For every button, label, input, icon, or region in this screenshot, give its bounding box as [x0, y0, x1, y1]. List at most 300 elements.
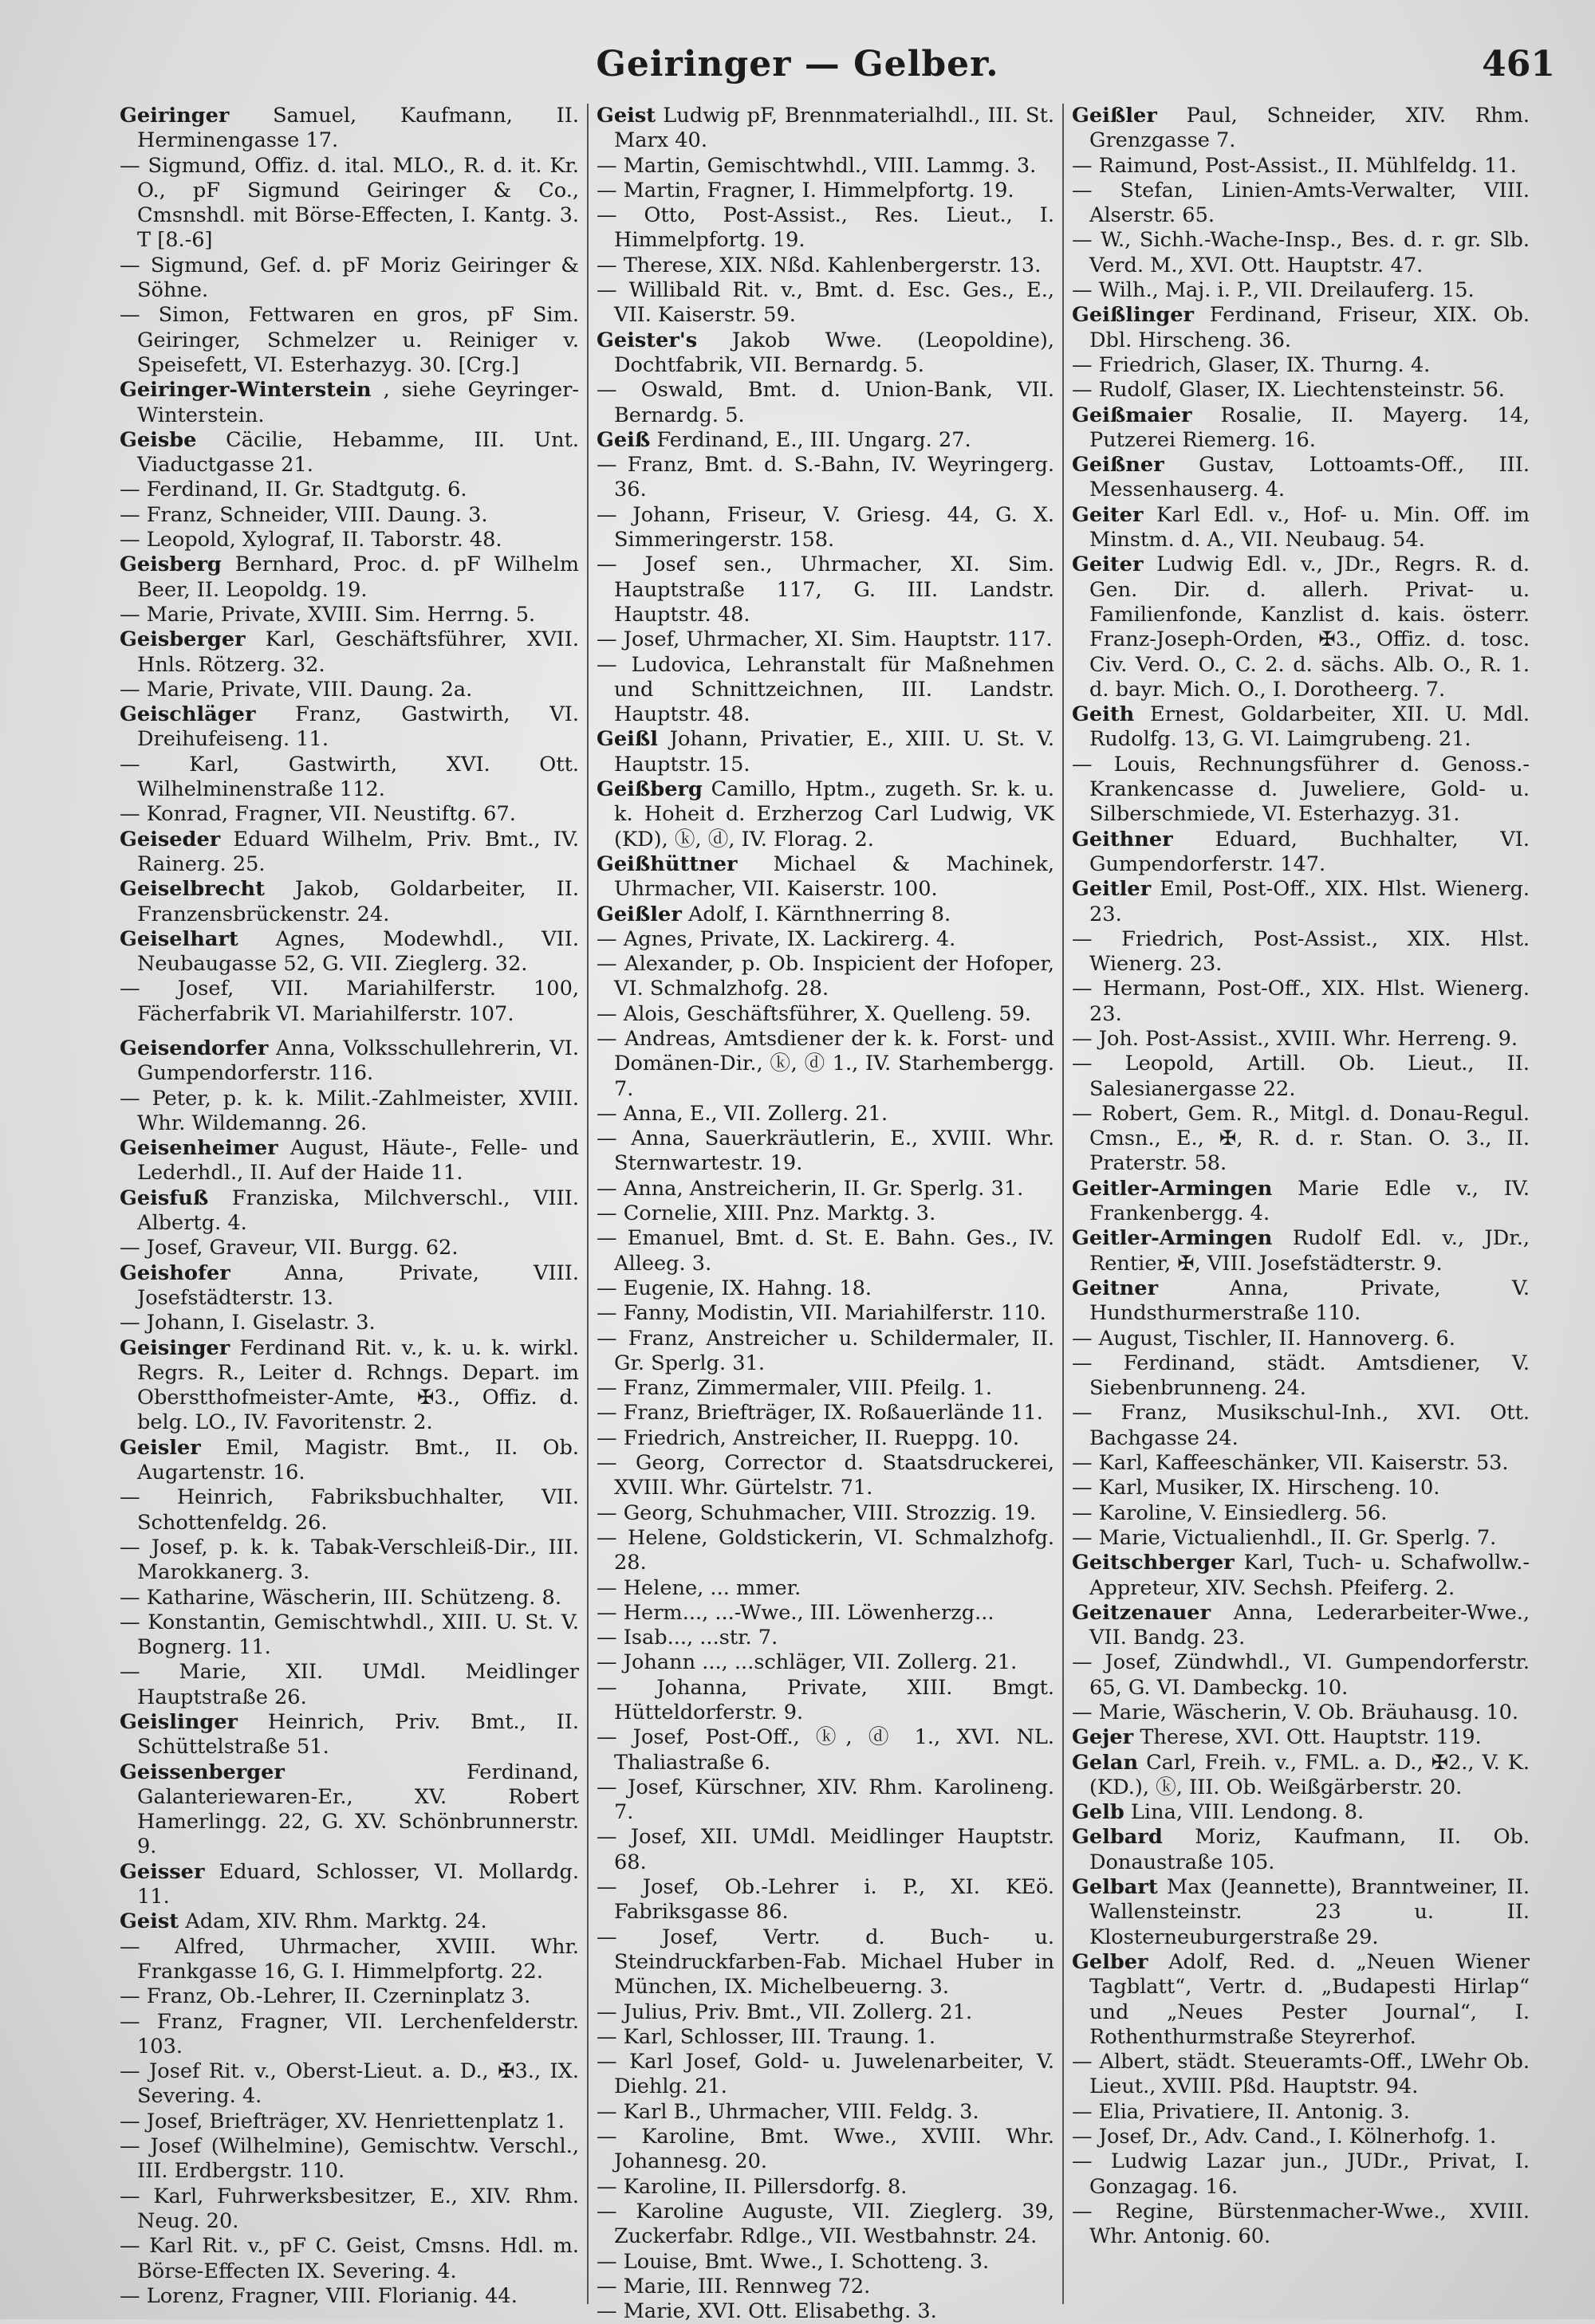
directory-entry: [120, 1586, 579, 1610]
directory-entry: [597, 1650, 1054, 1675]
directory-entry: [120, 1261, 579, 1311]
entry-details: — Agnes, Private, IX. Lackirerg. 4.: [597, 926, 956, 951]
entry-details: Ludwig pF, Brennmaterialhdl., III. St. Marx 40.: [614, 104, 1054, 153]
directory-entry: [1072, 1725, 1530, 1750]
column-3: [1062, 104, 1538, 2304]
entry-details: — Alfred, Uhrmacher, XVIII. Whr. Frankgasse 16, G. I. Himmelpfortg. 22.: [120, 1934, 579, 1984]
directory-entry: [1072, 2100, 1530, 2125]
directory-entry: [1072, 1102, 1530, 1177]
entry-details: — W., Sichh.-Wache-Insp., Bes. d. r. gr. Slb. Verd. M., XVI. Ott. Hauptstr. 47.: [1072, 228, 1530, 277]
directory-entry: [1072, 753, 1530, 828]
entry-details: — Heinrich, Fabriksbuchhalter, VII. Schottenfeldg. 26.: [120, 1485, 579, 1535]
entry-details: — Marie, III. Rennweg 72.: [597, 2274, 871, 2298]
entry-surname: Geisbe: [120, 427, 197, 452]
directory-entry: [1072, 278, 1530, 303]
directory-entry: [597, 552, 1054, 627]
directory-entry: [1072, 1276, 1530, 1327]
directory-entry: [1072, 1950, 1530, 2050]
entry-details: Eduard, Buchhalter, VI. Gumpendorferstr. 147.: [1089, 827, 1530, 876]
entry-details: Franziska, Milchverschl., VIII. Albertg. 4.: [137, 1186, 579, 1236]
entry-surname: Geisenheimer: [120, 1136, 278, 1161]
entry-surname: Geiringer-Winterstein: [120, 378, 372, 403]
entry-surname: Geishofer: [120, 1260, 230, 1285]
entry-details: — Josef, Uhrmacher, XI. Sim. Hauptstr. 117.: [597, 627, 1053, 652]
directory-entry: [120, 627, 579, 678]
directory-entry: [1072, 154, 1530, 179]
directory-entry: [597, 453, 1054, 503]
entry-surname: Geiter: [1072, 502, 1144, 527]
entry-details: August, Häute-, Felle- und Lederhdl., II. Auf der Haide 11.: [137, 1136, 579, 1186]
entry-details: — Leopold, Xylograf, II. Taborstr. 48.: [120, 528, 502, 552]
entry-details: — Josef, Post-Off., ⓚ, ⓓ 1., XVI. NL. Thaliastraße 6.: [597, 1725, 1054, 1775]
directory-entry: [597, 1401, 1054, 1425]
directory-entry: [597, 727, 1054, 777]
entry-details: — Helene, Goldstickerin, VI. Schmalzhofg. 28.: [597, 1525, 1054, 1575]
entry-details: — Alexander, p. Ob. Inspicient der Hofoper, VI. Schmalzhofg. 28.: [597, 952, 1054, 1001]
entry-surname: Geislinger: [120, 1710, 238, 1734]
directory-entry: [597, 653, 1054, 728]
entry-details: Karl, Geschäftsführer, XVII. Hnls. Rötzerg. 32.: [137, 627, 579, 677]
entry-details: — Peter, p. k. k. Milit.-Zahlmeister, XVIII. Whr. Wildemanng. 26.: [120, 1086, 579, 1135]
entry-details: — Josef, VII. Mariahilferstr. 100, Fächerfabrik VI. Mariahilferstr. 107.: [120, 977, 579, 1026]
directory-entry: [1072, 1501, 1530, 1526]
directory-entry: [1072, 1526, 1530, 1551]
directory-entry: [597, 2200, 1054, 2250]
entry-details: , siehe Geyringer-Winterstein.: [137, 378, 580, 427]
entry-surname: Geitler-Armingen: [1072, 1176, 1273, 1201]
directory-entry: [597, 777, 1054, 852]
directory-entry: [1072, 453, 1530, 503]
directory-entry: [120, 828, 579, 878]
entry-details: — Josef, XII. UMdl. Meidlinger Hauptstr. 68.: [597, 1825, 1054, 1874]
entry-details: Emil, Post-Off., XIX. Hlst. Wienerg. 23.: [1089, 877, 1530, 926]
entry-details: — Martin, Fragner, I. Himmelpfortg. 19.: [597, 178, 1014, 203]
entry-surname: Geisinger: [120, 1335, 230, 1360]
entry-surname: Geiselhart: [120, 926, 238, 951]
entry-details: Paul, Schneider, XIV. Rhm. Grenzgasse 7.: [1089, 104, 1530, 153]
directory-entry: [1072, 1601, 1530, 1651]
directory-entry: [1072, 2125, 1530, 2149]
directory-entry: [120, 1336, 579, 1436]
entry-details: — Raimund, Post-Assist., II. Mühlfeldg. 11.: [1072, 153, 1517, 178]
directory-entry: [1072, 403, 1530, 454]
directory-entry: [120, 104, 579, 154]
entry-details: Ferdinand, E., III. Ungarg. 27.: [656, 427, 971, 452]
directory-entry: [120, 927, 579, 977]
entry-details: — Karoline Auguste, VII. Zieglerg. 39, Zuckerfabr. Rdlge., VII. Westbahnstr. 24.: [597, 2199, 1054, 2249]
directory-entry: [597, 2025, 1054, 2050]
directory-entry: [1072, 1751, 1530, 1801]
directory-entry: [1072, 353, 1530, 378]
directory-entry: [597, 278, 1054, 328]
directory-entry: [120, 1860, 579, 1910]
directory-entry: [120, 802, 579, 827]
entry-details: — Anna, Anstreicherin, II. Gr. Sperlg. 31.: [597, 1176, 1024, 1201]
entry-details: — Josef, Zündwhdl., VI. Gumpendorferstr. 65, G. VI. Dambeckg. 10.: [1072, 1650, 1530, 1700]
entry-details: — Therese, XIX. Nßd. Kahlenbergerstr. 13.: [597, 253, 1042, 277]
entry-surname: Geist: [597, 104, 656, 128]
directory-entry: [1072, 503, 1530, 553]
directory-entry: [120, 528, 579, 552]
entry-details: Anna, Volksschullehrerin, VI. Gumpendorferstr. 116.: [137, 1036, 580, 1086]
directory-entry: [120, 1136, 579, 1186]
directory-entry: [1072, 1027, 1530, 1052]
entry-details: Eduard, Schlosser, VI. Mollardg. 11.: [137, 1859, 580, 1909]
entry-details: Bernhard, Proc. d. pF Wilhelm Beer, II. Leopoldg. 19.: [137, 552, 579, 602]
entry-details: — Franz, Briefträger, IX. Roßauerlände 11.: [597, 1401, 1043, 1425]
entry-details: Carl, Freih. v., FML. a. D., ✠2., V. K. (KD.), ⓚ, III. Ob. Weißgärberstr. 20.: [1089, 1750, 1530, 1799]
entry-details: Michael & Machinek, Uhrmacher, VII. Kaiserstr. 100.: [614, 851, 1054, 902]
entry-details: — Friedrich, Post-Assist., XIX. Hlst. Wienerg. 23.: [1072, 926, 1530, 977]
entry-details: Eduard Wilhelm, Priv. Bmt., IV. Rainerg. 25.: [137, 827, 580, 876]
entry-details: Moriz, Kaufmann, II. Ob. Donaustraße 105.: [1089, 1825, 1530, 1874]
entry-details: — Regine, Bürstenmacher-Wwe., XVIII. Whr. Antonig. 60.: [1072, 2199, 1530, 2249]
entry-details: — Friedrich, Glaser, IX. Thurng. 4.: [1072, 352, 1431, 377]
entry-surname: Geiseder: [120, 827, 221, 851]
entry-details: — Helene, ... mmer.: [597, 1575, 801, 1600]
directory-entry: [597, 1451, 1054, 1501]
directory-entry: [597, 927, 1054, 952]
directory-entry: [1072, 877, 1530, 927]
entry-details: Anna, Private, VIII. Josefstädterstr. 13.: [137, 1260, 579, 1310]
entry-surname: Gejer: [1072, 1725, 1134, 1750]
directory-entry: [1072, 1351, 1530, 1402]
directory-entry: [120, 877, 579, 927]
directory-entry: [597, 2125, 1054, 2175]
entry-surname: Geißl: [597, 727, 659, 752]
entry-surname: Geitler: [1072, 877, 1152, 902]
entry-surname: Gelan: [1072, 1750, 1139, 1775]
columns: [112, 104, 1563, 2324]
directory-entry: [120, 1935, 579, 1985]
entry-details: — Karl, Fuhrwerksbesitzer, E., XIV. Rhm. Neug. 20.: [120, 2184, 579, 2233]
entry-surname: Gelbard: [1072, 1825, 1163, 1850]
directory-entry: [597, 1276, 1054, 1301]
entry-details: Marie Edle v., IV. Frankenbergg. 4.: [1089, 1176, 1530, 1226]
entry-details: — Franz, Ob.-Lehrer, II. Czerninplatz 3.: [120, 1984, 531, 2009]
entry-surname: Geist: [120, 1909, 179, 1934]
entry-surname: Geischläger: [120, 702, 256, 727]
entry-details: — Albert, städt. Steueramts-Off., LWehr Ob. Lieut., XVIII. Pßd. Hauptstr. 94.: [1072, 2050, 1530, 2099]
entry-details: — Franz, Fragner, VII. Lerchenfelderstr. 103.: [120, 2009, 579, 2059]
directory-entry: [120, 1236, 579, 1260]
entry-surname: Geisberger: [120, 627, 246, 652]
directory-entry: [597, 1002, 1054, 1027]
entry-details: — Ludwig Lazar jun., JUDr., Privat, I. Gonzagag. 16.: [1072, 2149, 1530, 2199]
directory-entry: [597, 254, 1054, 278]
directory-entry: [1072, 828, 1530, 878]
entry-details: Camillo, Hptm., zugeth. Sr. k. u. k. Hoheit d. Erzherzog Carl Ludwig, VK (KD), ⓚ, ⓓ, IV. Florag. 2.: [614, 777, 1054, 851]
entry-details: Rosalie, II. Mayerg. 14, Putzerei Riemerg. 16.: [1089, 403, 1530, 452]
entry-details: Jakob, Goldarbeiter, II. Franzensbrückenstr. 24.: [137, 877, 580, 926]
entry-details: — Johann, I. Giselastr. 3.: [120, 1311, 376, 1335]
entry-details: Cäcilie, Hebamme, III. Unt. Viaductgasse 21.: [137, 427, 579, 478]
directory-entry: [1072, 1327, 1530, 1351]
entry-details: — Wilh., Maj. i. P., VII. Dreilauferg. 15.: [1072, 278, 1475, 303]
entry-details: — Johanna, Private, XIII. Bmgt. Hütteldorferstr. 9.: [597, 1675, 1054, 1724]
entry-details: — Josef (Wilhelmine), Gemischtw. Verschl., III. Erdbergstr. 110.: [120, 2134, 579, 2184]
entry-details: — Ludovica, Lehranstalt für Maßnehmen und Schnittzeichnen, III. Landstr. Hauptstr. 48.: [597, 652, 1054, 727]
entry-surname: Geißner: [1072, 453, 1164, 478]
directory-entry: [120, 1760, 579, 1860]
column-1: [112, 104, 587, 2308]
directory-entry: [1072, 303, 1530, 353]
entry-details: Ernest, Goldarbeiter, XII. U. Mdl. Rudolfg. 13, G. VI. Laimgrubeng. 21.: [1089, 702, 1530, 752]
entry-details: — Karl, Gastwirth, XVI. Ott. Wilhelminenstraße 112.: [120, 752, 579, 802]
directory-entry: [1072, 1825, 1530, 1875]
directory-entry: [1072, 1226, 1530, 1276]
entry-details: — Oswald, Bmt. d. Union-Bank, VII. Bernardg. 5.: [597, 378, 1054, 427]
directory-entry: [597, 1626, 1054, 1650]
directory-entry: [597, 1601, 1054, 1626]
entry-details: — Josef Rit. v., Oberst-Lieut. a. D., ✠3., IX. Severing. 4.: [120, 2059, 579, 2109]
entry-details: Samuel, Kaufmann, II. Herminengasse 17.: [137, 104, 579, 153]
entry-surname: Gelber: [1072, 1949, 1148, 1974]
directory-entry: [120, 1311, 579, 1335]
entry-details: — Karl Josef, Gold- u. Juwelenarbeiter, V. Diehlg. 21.: [597, 2050, 1054, 2099]
directory-entry: [120, 503, 579, 528]
entry-details: Adolf, I. Kärnthnerring 8.: [687, 902, 951, 926]
directory-entry: [120, 1660, 579, 1710]
entry-surname: Geitzenauer: [1072, 1600, 1211, 1625]
directory-entry: [1072, 1177, 1530, 1227]
entry-details: — Ferdinand, II. Gr. Stadtgutg. 6.: [120, 478, 467, 502]
directory-entry: [120, 2184, 579, 2235]
page-header: [0, 44, 1595, 92]
directory-entry: [120, 1436, 579, 1486]
directory-entry: [120, 303, 579, 378]
entry-surname: Gelbart: [1072, 1875, 1158, 1900]
entry-details: Max (Jeannette), Branntweiner, II. Wallensteinstr. 23 u. II. Klosterneuburgerstraße 29.: [1089, 1875, 1530, 1949]
entry-details: — Josef sen., Uhrmacher, XI. Sim. Hauptstraße 117, G. III. Landstr. Hauptstr. 48.: [597, 552, 1054, 627]
entry-details: Gustav, Lottoamts-Off., III. Messenhauserg. 4.: [1089, 453, 1530, 502]
directory-entry: [597, 1127, 1054, 1177]
entry-details: — Sigmund, Gef. d. pF Moriz Geiringer & Söhne.: [120, 253, 579, 303]
entry-surname: Geitner: [1072, 1276, 1159, 1300]
directory-entry: [120, 378, 579, 428]
directory-entry: [597, 1725, 1054, 1775]
entry-details: — Simon, Fettwaren en gros, pF Sim. Geiringer, Schmelzer u. Reiniger v. Speisefett, VI. Esterhazyg. 30. [Crg.]: [120, 303, 579, 377]
entry-details: — Karl, Schlosser, III. Traung. 1.: [597, 2024, 936, 2049]
entry-details: — Rudolf, Glaser, IX. Liechtensteinstr. 56.: [1072, 378, 1505, 403]
directory-entry: [597, 1825, 1054, 1875]
entry-details: — Franz, Musikschul-Inh., XVI. Ott. Bachgasse 24.: [1072, 1401, 1530, 1450]
directory-entry: [597, 428, 1054, 453]
directory-entry: [597, 1925, 1054, 2000]
entry-details: — Marie, XII. UMdl. Meidlinger Hauptstraße 26.: [120, 1660, 579, 1709]
directory-entry: [120, 2059, 579, 2110]
directory-entry: [597, 1201, 1054, 1226]
directory-entry: [597, 627, 1054, 652]
entry-surname: Geith: [1072, 702, 1135, 727]
directory-entry: [597, 1775, 1054, 1826]
page-number: 461: [1482, 44, 1555, 85]
column-2: [587, 104, 1062, 2324]
directory-entry: [120, 478, 579, 502]
directory-entry: [597, 328, 1054, 379]
entry-details: Adam, XIV. Rhm. Marktg. 24.: [185, 1909, 487, 1934]
directory-entry: [597, 2275, 1054, 2299]
entry-details: — Josef, Ob.-Lehrer i. P., XI. KEö. Fabriksgasse 86.: [597, 1875, 1054, 1925]
entry-details: — Marie, Wäscherin, V. Ob. Bräuhausg. 10.: [1072, 1701, 1519, 1724]
directory-entry: [597, 2050, 1054, 2100]
entry-details: — Louis, Rechnungsführer d. Genoss.-Krankencasse d. Juweliere, Gold- u. Silberschmiede, VI. Esterhazyg. 31.: [1072, 752, 1530, 827]
entry-details: — Karoline, II. Pillersdorfg. 8.: [597, 2174, 908, 2199]
entry-details: — Franz, Bmt. d. S.-Bahn, IV. Weyringerg. 36.: [597, 453, 1054, 502]
directory-entry: [1072, 378, 1530, 403]
entry-details: — Leopold, Artill. Ob. Lieut., II. Salesianergasse 22.: [1072, 1052, 1530, 1101]
entry-surname: Geißler: [1072, 104, 1157, 128]
directory-entry: [1072, 1650, 1530, 1701]
directory-entry: [597, 1376, 1054, 1401]
directory-entry: [120, 753, 579, 803]
entry-surname: Geister's: [597, 328, 698, 352]
entry-details: — Elia, Privatiere, II. Antonig. 3.: [1072, 2099, 1410, 2124]
directory-entry: [120, 2010, 579, 2060]
entry-details: Agnes, Modewhdl., VII. Neubaugasse 52, G. VII. Zieglerg. 32.: [137, 926, 579, 977]
entry-surname: Geißlinger: [1072, 303, 1195, 328]
entry-details: — Herm..., ...-Wwe., III. Löwenherzg...: [597, 1600, 994, 1625]
entry-surname: Geißberg: [597, 777, 703, 802]
directory-entry: [597, 1226, 1054, 1276]
directory-entry: [120, 1710, 579, 1760]
directory-entry: [120, 678, 579, 702]
entry-details: — Josef, Graveur, VII. Burgg. 62.: [120, 1236, 459, 1260]
directory-entry: [597, 1501, 1054, 1526]
entry-details: — Karoline, V. Einsiedlerg. 56.: [1072, 1500, 1388, 1525]
directory-entry: [120, 2134, 579, 2184]
directory-entry: [597, 378, 1054, 428]
directory-entry: [120, 552, 579, 603]
directory-entry: [120, 1536, 579, 1586]
entry-details: — Franz, Zimmermaler, VIII. Pfeilg. 1.: [597, 1376, 993, 1401]
directory-entry: [1072, 1052, 1530, 1102]
directory-entry: [597, 952, 1054, 1002]
directory-entry: [1072, 927, 1530, 977]
directory-entry: [597, 902, 1054, 927]
entry-details: — Hermann, Post-Off., XIX. Hlst. Wienerg. 23.: [1072, 977, 1530, 1026]
directory-entry: [597, 2000, 1054, 2025]
entry-details: Lina, VIII. Lendong. 8.: [1130, 1800, 1365, 1825]
entry-details: — Otto, Post-Assist., Res. Lieut., I. Himmelpfortg. 19.: [597, 203, 1054, 253]
entry-surname: Geiß: [597, 427, 651, 452]
directory-entry: [597, 2100, 1054, 2125]
entry-details: — Louise, Bmt. Wwe., I. Schotteng. 3.: [597, 2249, 990, 2274]
entry-details: — Marie, XVI. Ott. Elisabethg. 3.: [597, 2299, 937, 2324]
entry-details: — Marie, Private, VIII. Daung. 2a.: [120, 677, 473, 702]
directory-entry: [120, 2284, 579, 2309]
entry-surname: Geisser: [120, 1859, 205, 1884]
directory-entry: [597, 1177, 1054, 1201]
entry-details: — Robert, Gem. R., Mitgl. d. Donau-Regul. Cmsn., E., ✠, R. d. r. Stan. O. 3., II. Praterstr. 58.: [1072, 1101, 1530, 1176]
entry-details: Johann, Privatier, E., XIII. U. St. V. Hauptstr. 15.: [614, 727, 1055, 777]
directory-entry: [597, 1327, 1054, 1377]
directory-entry: [597, 1301, 1054, 1326]
directory-entry: [120, 154, 579, 254]
entry-details: Ferdinand, Galanteriewaren-Er., XV. Robert Hamerlingg. 22, G. XV. Schönbrunnerstr. 9.: [137, 1760, 579, 1859]
entry-details: — Julius, Priv. Bmt., VII. Zollerg. 21.: [597, 2000, 973, 2024]
entry-details: — Karl B., Uhrmacher, VIII. Feldg. 3.: [597, 2099, 979, 2124]
entry-details: — Franz, Schneider, VIII. Daung. 3.: [120, 502, 488, 527]
entry-surname: Geitschberger: [1072, 1551, 1235, 1575]
entry-details: — Isab..., ...str. 7.: [597, 1626, 778, 1650]
directory-entry: [120, 1909, 579, 1934]
entry-details: — Anna, Sauerkräutlerin, E., XVIII. Whr. Sternwartestr. 19.: [597, 1127, 1054, 1176]
entry-details: — Sigmund, Offiz. d. ital. MLO., R. d. it. Kr. O., pF Sigmund Geiringer & Co., Cmsnshdl. mit Börse-Effecten, I. Kantg. 3. T [8.-6]: [120, 153, 579, 253]
entry-details: — Eugenie, IX. Hahng. 18.: [597, 1276, 872, 1300]
entry-details: Karl Edl. v., Hof- u. Min. Off. im Minstm. d. A., VII. Neubaug. 54.: [1089, 502, 1530, 552]
directory-entry: [597, 852, 1054, 902]
entry-details: — Josef, Vertr. d. Buch- u. Steindruckfarben-Fab. Michael Huber in München, IX. Michelbeuerng. 3.: [597, 1925, 1054, 2000]
entry-surname: Geisendorfer: [120, 1036, 269, 1060]
directory-entry: [1072, 1451, 1530, 1476]
directory-entry: [1072, 977, 1530, 1027]
directory-entry: [597, 1426, 1054, 1451]
entry-details: — Georg, Schuhmacher, VIII. Strozzig. 19.: [597, 1500, 1037, 1525]
entry-surname: Geithner: [1072, 827, 1173, 851]
directory-entry: [1072, 1701, 1530, 1725]
entry-details: — Cornelie, XIII. Pnz. Marktg. 3.: [597, 1201, 936, 1226]
entry-surname: Geiter: [1072, 552, 1144, 577]
entry-details: Adolf, Red. d. „Neuen Wiener Tagblatt“, Vertr. d. „Budapesti Hirlap“ und „Neues Pester Journal“, I. Rothenthurmstraße Steyrerhof.: [1089, 1949, 1530, 2049]
entry-details: — Marie, Private, XVIII. Sim. Herrng. 5.: [120, 602, 536, 627]
entry-surname: Geißhüttner: [597, 851, 738, 876]
entry-details: — Alois, Geschäftsführer, X. Quelleng. 59.: [597, 1001, 1032, 1026]
entry-details: Ludwig Edl. v., JDr., Regrs. R. d. Gen. Dir. d. allerh. Privat- u. Familienfonde, Kanzlist d. kais. österr. Franz-Joseph-Orden, ✠3., Offiz. d. tosc. Civ. Verd. O., C. 2. d. sächs. Alb. O., R. 1. d. bayr. Mich. O., I. Dorotheerg. 7.: [1089, 552, 1530, 702]
entry-details: — Josef, Kürschner, XIV. Rhm. Karolineng. 7.: [597, 1775, 1054, 1825]
entry-details: — Willibald Rit. v., Bmt. d. Esc. Ges., E., VII. Kaiserstr. 59.: [597, 278, 1054, 328]
entry-details: Franz, Gastwirth, VI. Dreihufeiseng. 11.: [137, 702, 580, 752]
directory-entry: [597, 2250, 1054, 2275]
entry-details: — Josef, p. k. k. Tabak-Verschleiß-Dir., III. Marokkanerg. 3.: [120, 1535, 579, 1585]
directory-entry: [1072, 228, 1530, 278]
entry-details: — Friedrich, Anstreicher, II. Rueppg. 10.: [597, 1425, 1020, 1450]
directory-entry: [597, 154, 1054, 179]
entry-surname: Geiringer: [120, 104, 230, 128]
directory-entry: [597, 1526, 1054, 1576]
directory-entry: [597, 503, 1054, 553]
entry-details: — Karl Rit. v., pF C. Geist, Cmsns. Hdl. m. Börse-Effecten IX. Severing. 4.: [120, 2234, 579, 2283]
directory-entry: [597, 104, 1054, 154]
entry-details: — Ferdinand, städt. Amtsdiener, V. Siebenbrunneng. 24.: [1072, 1351, 1530, 1401]
directory-entry: [1072, 1800, 1530, 1825]
entry-details: Rudolf Edl. v., JDr., Rentier, ✠, VIII. Josefstädterstr. 9.: [1089, 1226, 1530, 1276]
entry-details: — Katharine, Wäscherin, III. Schützeng. 8.: [120, 1585, 561, 1610]
directory-entry: [120, 1087, 579, 1137]
directory-entry: [597, 1027, 1054, 1102]
entry-details: — Fanny, Modistin, VII. Mariahilferstr. 110.: [597, 1301, 1046, 1326]
entry-details: — Josef, Briefträger, XV. Henriettenplatz 1.: [120, 2109, 565, 2133]
entry-details: Ferdinand, Friseur, XIX. Ob. Dbl. Hirscheng. 36.: [1089, 303, 1530, 352]
entry-details: — Anna, E., VII. Zollerg. 21.: [597, 1101, 888, 1126]
entry-surname: Geißmaier: [1072, 403, 1192, 427]
directory-entry: [1072, 1476, 1530, 1500]
directory-entry: [597, 1102, 1054, 1127]
directory-entry: [597, 2175, 1054, 2200]
entry-details: Therese, XVI. Ott. Hauptstr. 119.: [1140, 1725, 1482, 1750]
directory-entry: [597, 2299, 1054, 2324]
entry-details: — Konstantin, Gemischtwhdl., XIII. U. St. V. Bognerg. 11.: [120, 1610, 579, 1660]
directory-entry: [120, 1984, 579, 2009]
entry-details: — Karl, Kaffeeschänker, VII. Kaiserstr. 53.: [1072, 1451, 1509, 1476]
entry-details: — Stefan, Linien-Amts-Verwalter, VIII. Alserstr. 65.: [1072, 178, 1530, 228]
directory-entry: [120, 2234, 579, 2284]
directory-entry: [120, 254, 579, 304]
directory-entry: [1072, 702, 1530, 753]
directory-entry: [120, 702, 579, 753]
entry-details: — Johann, Friseur, V. Griesg. 44, G. X. Simmeringerstr. 158.: [597, 502, 1054, 552]
entry-details: — Martin, Gemischtwhdl., VIII. Lammg. 3.: [597, 153, 1037, 178]
